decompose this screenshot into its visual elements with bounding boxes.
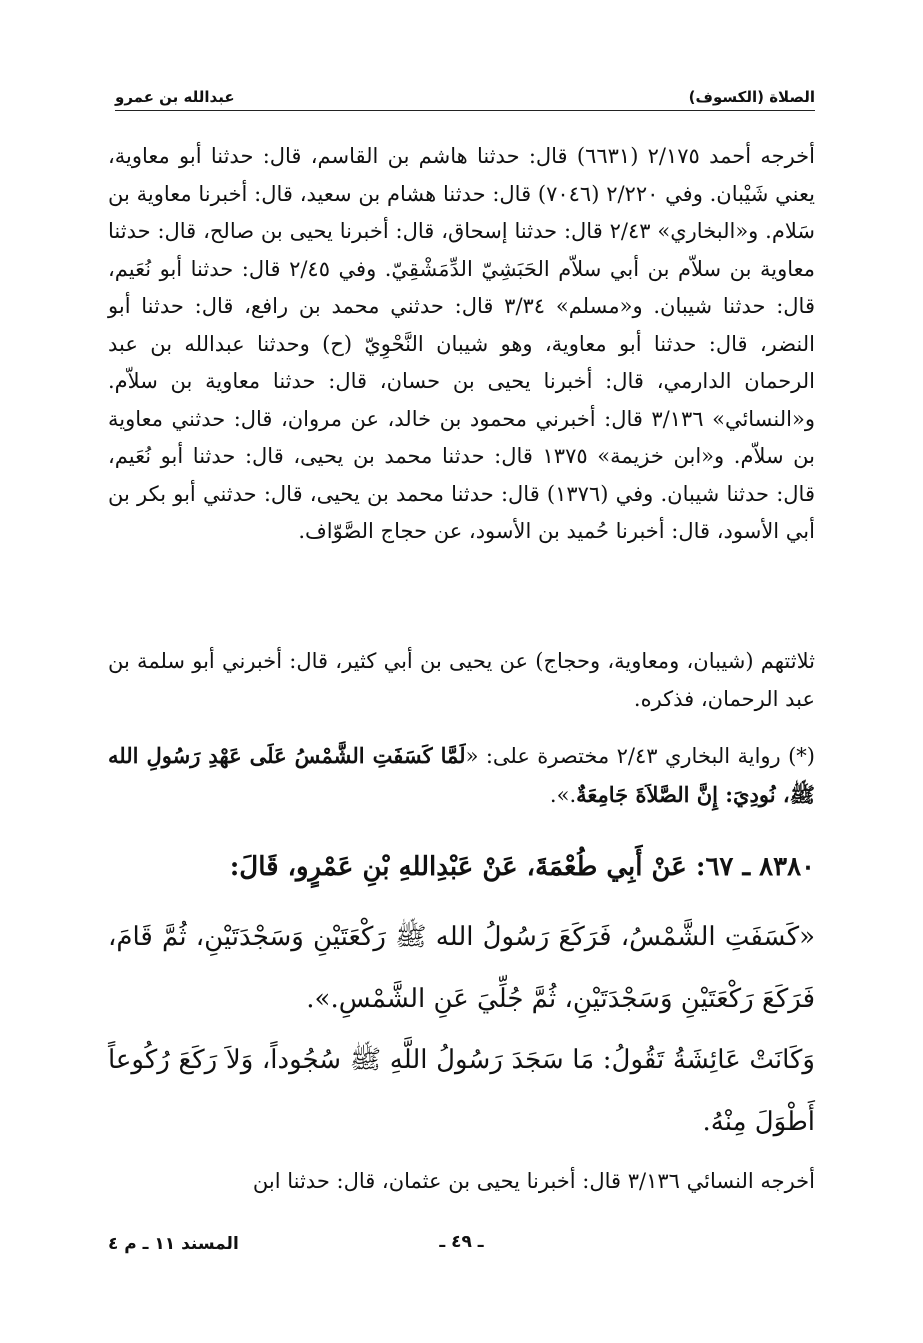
chain-summary-paragraph: ثلاثتهم (شيبان، ومعاوية، وحجاج) عن يحيى بن أبي كثير، قال: أخبرني أبو سلمة بن عبد الرحمان، فذكره. [108, 649, 815, 711]
footnote-quote: لَمَّا كَسَفَتِ الشَّمْسُ عَلَى عَهْدِ رَسُولِ الله ﷺ، نُودِيَ: إِنَّ الصَّلاَةَ جَامِعَةٌ [108, 743, 815, 807]
hadith-aisha-quote: وَكَانَتْ عَائِشَةُ تَقُولُ: مَا سَجَدَ رَسُولُ اللَّهِ ﷺ سُجُوداً، وَلاَ رَكَعَ رُكُوعاً أَطْوَلَ مِنْهُ. [108, 1045, 815, 1137]
hadith-heading: ٨٣٨٠ ـ ٦٧: عَنْ أَبِي طُعْمَةَ، عَنْ عَبْدِاللهِ بْنِ عَمْرٍو، قَالَ: [229, 852, 815, 882]
takhrij-paragraph-2: أخرجه النسائي ٣/١٣٦ قال: أخبرنا يحيى بن عثمان، قال: حدثنا ابن [252, 1169, 815, 1193]
page-footer [108, 1232, 815, 1262]
footnote-paragraph [108, 737, 815, 814]
running-header [115, 88, 815, 111]
hadith-text: «كَسَفَتِ الشَّمْسُ، فَرَكَعَ رَسُولُ الله ﷺ رَكْعَتَيْنِ وَسَجْدَتَيْنِ، ثُمَّ قَامَ، فَرَكَعَ رَكْعَتَيْنِ وَسَجْدَتَيْنِ، ثُمَّ جُلِّيَ عَنِ الشَّمْسِ.». [108, 922, 815, 1014]
takhrij-paragraph: أخرجه أحمد ٢/١٧٥ (٦٦٣١) قال: حدثنا هاشم بن القاسم، قال: حدثنا أبو معاوية، يعني شَيْبان. وفي ٢/٢٢٠ (٧٠٤٦) قال: حدثنا هشام بن سعيد، قال: أخبرنا معاوية بن سَلام. و«البخاري» ٢/٤٣ قال: حدثنا إسحاق، قال: أخبرنا يحيى بن صالح، قال: حدثنا معاوية بن سلاّم بن أبي سلاّم الحَبَشِيّ الدِّمَشْقِيّ. وفي ٢/٤٥ قال: حدثنا أبو نُعَيم، قال: حدثنا شيبان. و«مسلم» ٣/٣٤ قال: حدثني محمد بن رافع، قال: حدثنا أبو النضر، قال: حدثنا أبو معاوية، وهو شيبان النَّحْوِيّ (ح) وحدثنا عبدالله بن عبد الرحمان الدارمي، قال: أخبرنا يحيى بن حسان، قال: حدثنا معاوية بن سلاّم. و«النسائي» ٣/١٣٦ قال: أخبرني محمود بن خالد، عن مروان، قال: حدثني معاوية بن سلاّم. و«ابن خزيمة» ١٣٧٥ قال: حدثنا محمد بن يحيى، قال: حدثنا أبو نُعَيم، قال: حدثنا شيبان. وفي (١٣٧٦) قال: حدثنا محمد بن يحيى، قال: حدثني أبو بكر بن أبي الأسود، قال: أخبرنا حُميد بن الأسود، عن حجاج الصَّوّاف. [108, 144, 816, 543]
header-narrator: عبدالله بن عمرو [115, 88, 235, 106]
header-chapter-title: الصلاة (الكسوف) [688, 88, 815, 106]
footnote-intro: (*) رواية البخاري ٢/٤٣ مختصرة على: « [465, 744, 815, 768]
page-number: ـ ٤٩ ـ [439, 1232, 484, 1252]
footnote-end: .». [549, 782, 577, 807]
signature-mark: المسند ١١ ـ م ٤ [108, 1234, 239, 1254]
